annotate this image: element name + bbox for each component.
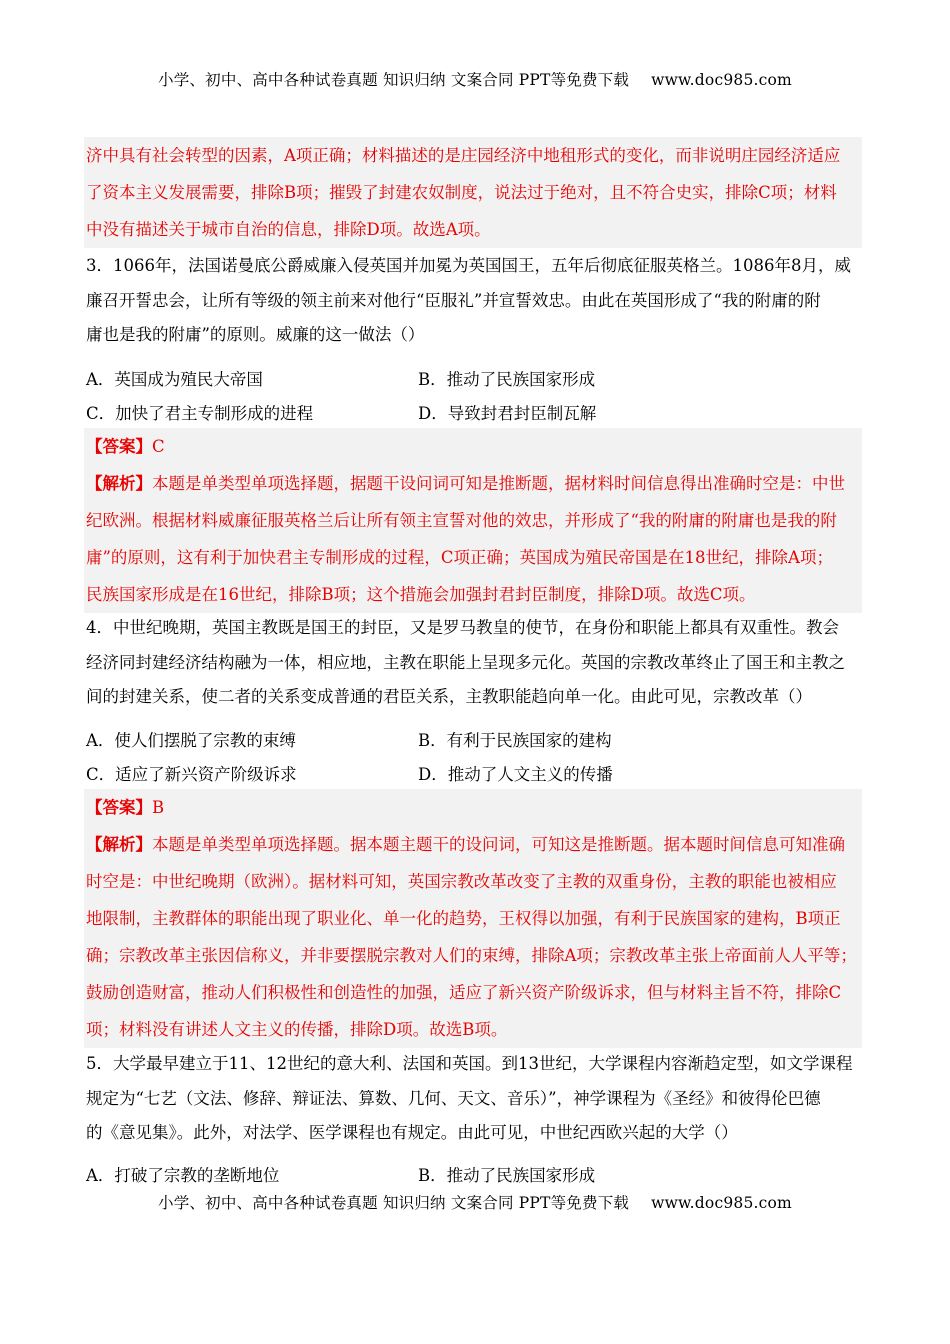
answer-label: 【答案】 (86, 437, 152, 456)
footer-url[interactable]: www.doc985.com (651, 1194, 792, 1212)
stem-line: 庸也是我的附庸”的原则。威廉的这一做法（） (86, 325, 425, 344)
analysis-line: 项；材料没有讲述人文主义的传播，排除D项。故选B项。 (86, 1020, 508, 1039)
stem-line: 4．中世纪晚期，英国主教既是国王的封臣，又是罗马教皇的使节，在身份和职能上都具有双重性。教会 (86, 618, 839, 637)
q3-option-a: A．英国成为殖民大帝国 (86, 370, 263, 389)
prev-analysis-block (84, 137, 862, 248)
question-5-stem (86, 1047, 866, 1151)
header-url[interactable]: www.doc985.com (651, 71, 792, 89)
analysis-line (86, 826, 860, 863)
q5-option-b: B．推动了民族国家形成 (418, 1166, 596, 1185)
analysis-line: 庸”的原则，这有利于加快君主专制形成的过程，C项正确；英国成为殖民帝国是在18世纪，排除A项； (86, 548, 833, 567)
header-text: 小学、初中、高中各种试卷真题 知识归纳 文案合同 PPT等免费下载 (158, 71, 630, 89)
analysis-line: 民族国家形成是在16世纪，排除B项；这个措施会加强封君封臣制度，排除D项。故选C项。 (86, 585, 756, 604)
analysis-text: 本题是单类型单项选择题。据本题主题干的设问词，可知这是推断题。据本题时间信息可知准确 (152, 835, 845, 854)
page-header (0, 68, 950, 90)
answer-label: 【答案】 (86, 798, 152, 817)
analysis-line: 中没有描述关于城市自治的信息，排除D项。故选A项。 (86, 220, 491, 239)
q4-option-a: A．使人们摆脱了宗教的束缚 (86, 731, 296, 750)
q3-option-b: B．推动了民族国家形成 (418, 370, 596, 389)
q4-option-c: C．适应了新兴资产阶级诉求 (86, 765, 297, 784)
q4-option-b: B．有利于民族国家的建构 (418, 731, 612, 750)
q3-option-d: D．导致封君封臣制瓦解 (418, 404, 597, 423)
analysis-label: 【解析】 (86, 474, 152, 493)
answer-value: B (152, 798, 165, 817)
q3-option-c: C．加快了君主专制形成的进程 (86, 404, 314, 423)
answer-value: C (152, 437, 165, 456)
question-4-stem (86, 611, 866, 715)
footer-text: 小学、初中、高中各种试卷真题 知识归纳 文案合同 PPT等免费下载 (158, 1194, 630, 1212)
analysis-line: 确；宗教改革主张因信称义，并非要摆脱宗教对人们的束缚，排除A项；宗教改革主张上帝面前人人平等； (86, 946, 857, 965)
analysis-line (86, 465, 860, 502)
analysis-line: 纪欧洲。根据材料威廉征服英格兰后让所有领主宣誓对他的效忠，并形成了“我的附庸的附庸也是我的附 (86, 511, 837, 530)
question-3-stem (86, 249, 866, 353)
stem-line: 的《意见集》。此外，对法学、医学课程也有规定。由此可见，中世纪西欧兴起的大学（） (86, 1123, 738, 1142)
analysis-line: 了资本主义发展需要，排除B项；摧毁了封建农奴制度，说法过于绝对，且不符合史实，排除C项；材料 (86, 183, 837, 202)
analysis-line: 鼓励创造财富，推动人们积极性和创造性的加强，适应了新兴资产阶级诉求，但与材料主旨不符，排除C (86, 983, 842, 1002)
page-footer (0, 1191, 950, 1213)
analysis-line: 济中具有社会转型的因素，A项正确；材料描述的是庄园经济中地租形式的变化，而非说明庄园经济适应 (86, 146, 841, 165)
answer-line (86, 789, 860, 826)
stem-line: 3．1066年，法国诺曼底公爵威廉入侵英国并加冕为英国国王，五年后彻底征服英格兰。1086年8月，威 (86, 256, 851, 275)
stem-line: 经济同封建经济结构融为一体，相应地，主教在职能上呈现多元化。英国的宗教改革终止了国王和主教之 (86, 652, 845, 672)
analysis-text: 本题是单类型单项选择题，据题干设问词可知是推断题，据材料时间信息得出准确时空是：中世 (152, 474, 845, 493)
analysis-line: 地限制，主教群体的职能出现了职业化、单一化的趋势，王权得以加强，有利于民族国家的建构，B项正 (86, 909, 841, 928)
stem-line: 间的封建关系，使二者的关系变成普通的君臣关系，主教职能趋向单一化。由此可见，宗教改革（） (86, 687, 812, 706)
analysis-label: 【解析】 (86, 835, 152, 854)
analysis-line: 时空是：中世纪晚期（欧洲）。据材料可知，英国宗教改革改变了主教的双重身份，主教的职能也被相应 (86, 872, 837, 891)
q5-option-a: A．打破了宗教的垄断地位 (86, 1166, 280, 1185)
stem-line: 5．大学最早建立于11、12世纪的意大利、法国和英国。到13世纪，大学课程内容渐趋定型，如文学课程 (86, 1054, 853, 1073)
stem-line: 规定为“七艺（文法、修辞、辩证法、算数、几何、天文、音乐）”，神学课程为《圣经》和彼得伦巴德 (86, 1088, 821, 1108)
q4-option-d: D．推动了人文主义的传播 (418, 765, 613, 784)
stem-line: 廉召开誓忠会，让所有等级的领主前来对他行“臣服礼”并宣誓效忠。由此在英国形成了“我的附庸的附 (86, 290, 821, 310)
q3-answer-block (84, 428, 862, 613)
q4-answer-block (84, 789, 862, 1048)
answer-line (86, 428, 860, 465)
